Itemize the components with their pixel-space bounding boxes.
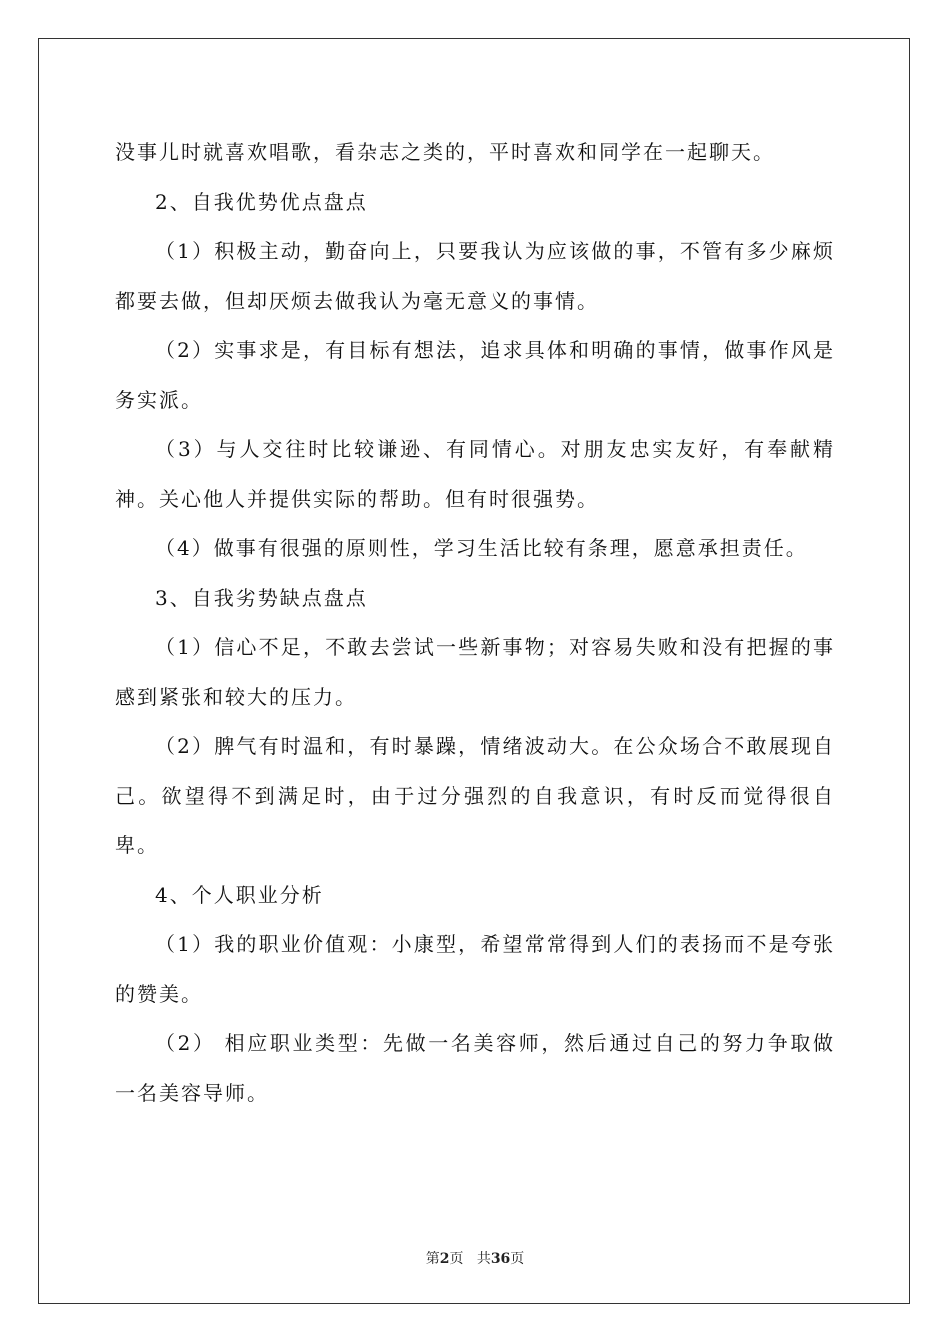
section-heading-career: 4、个人职业分析	[155, 882, 324, 907]
footer-total-prefix: 共	[476, 1251, 491, 1267]
footer-total-suffix: 页	[510, 1251, 525, 1267]
paragraph-career-2: （2） 相应职业类型：先做一名美容师，然后通过自己的努力争取做一名美容导师。	[115, 1031, 835, 1105]
paragraph-career-1: （1）我的职业价值观：小康型，希望常常得到人们的表扬而不是夸张的赞美。	[115, 932, 835, 1006]
paragraph-weakness-1: （1）信心不足，不敢去尝试一些新事物；对容易失败和没有把握的事感到紧张和较大的压力。	[115, 635, 835, 709]
footer-page-suffix: 页	[449, 1251, 464, 1267]
footer-page-number: 2	[439, 1251, 450, 1267]
footer-total-pages: 36	[490, 1251, 511, 1267]
section-heading-weaknesses: 3、自我劣势缺点盘点	[155, 585, 368, 610]
paragraph-continued: 没事儿时就喜欢唱歌，看杂志之类的，平时喜欢和同学在一起聊天。	[115, 140, 775, 164]
footer-page-prefix: 第	[425, 1251, 440, 1267]
paragraph-strength-1: （1）积极主动，勤奋向上，只要我认为应该做的事，不管有多少麻烦都要去做，但却厌烦去做我认为毫无意义的事情。	[115, 239, 835, 313]
paragraph-strength-2: （2）实事求是，有目标有想法，追求具体和明确的事情，做事作风是务实派。	[115, 338, 835, 412]
document-body	[115, 128, 835, 1118]
section-heading-strengths: 2、自我优势优点盘点	[155, 189, 368, 214]
page-footer	[0, 1248, 950, 1268]
paragraph-strength-3: （3）与人交往时比较谦逊、有同情心。对朋友忠实友好，有奉献精神。关心他人并提供实际的帮助。但有时很强势。	[115, 437, 835, 511]
paragraph-weakness-2: （2）脾气有时温和，有时暴躁，情绪波动大。在公众场合不敢展现自己。欲望得不到满足时，由于过分强烈的自我意识，有时反而觉得很自卑。	[115, 734, 835, 857]
paragraph-strength-4: （4）做事有很强的原则性，学习生活比较有条理，愿意承担责任。	[155, 536, 808, 560]
